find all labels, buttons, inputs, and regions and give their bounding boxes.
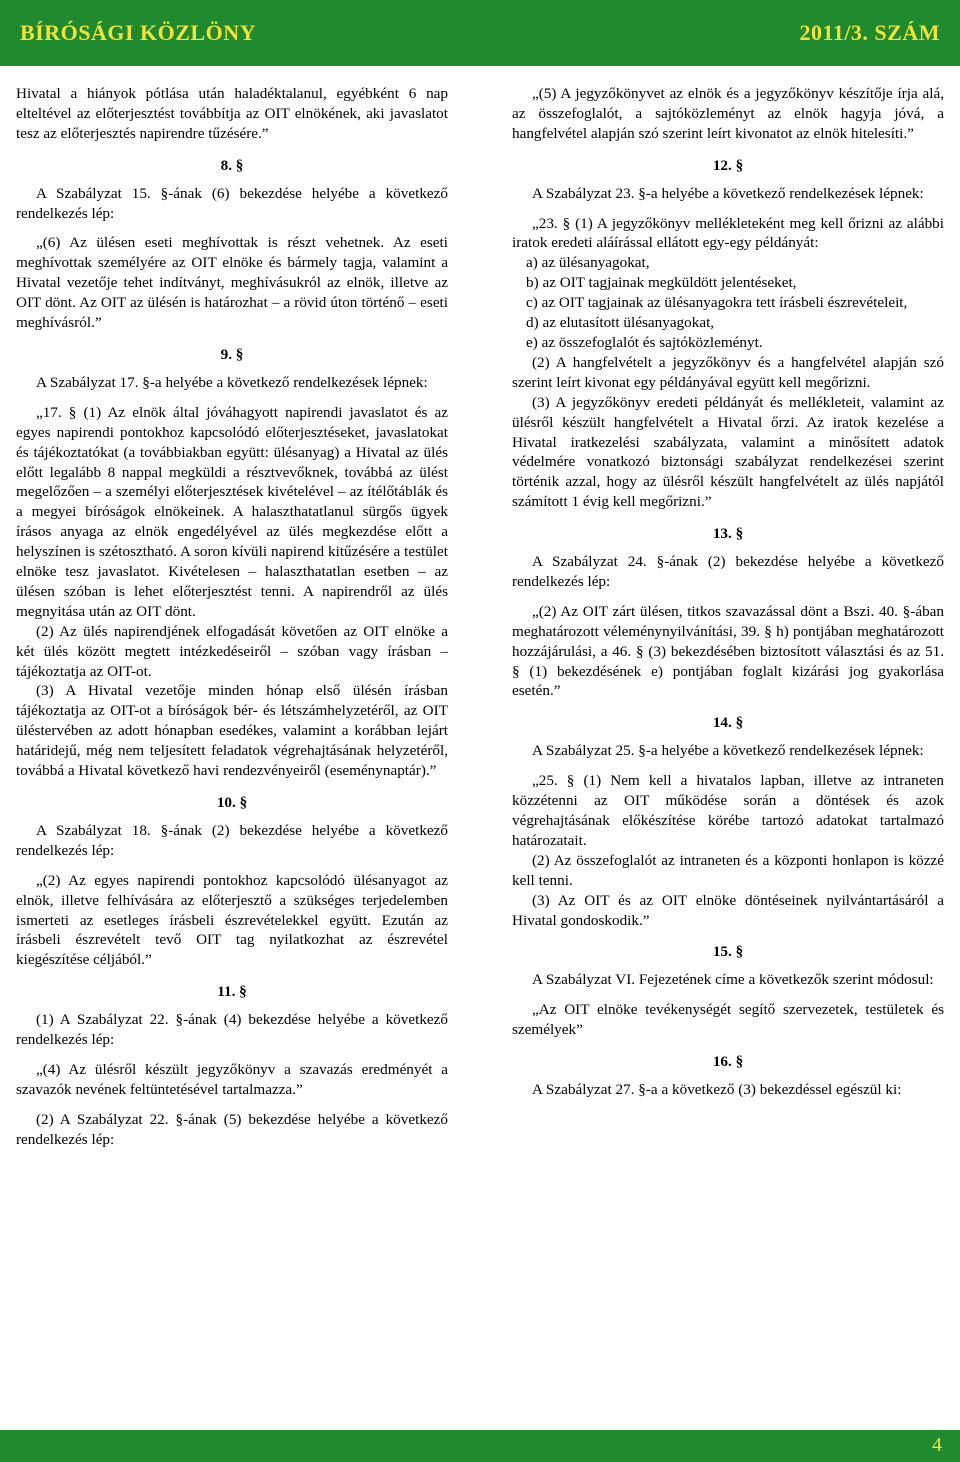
paragraph: „25. § (1) Nem kell a hivatalos lapban, illetve az intraneten közzétenni az OIT működése során a döntések és azok végrehajtásának előkészítése körébe tartozó adatokat tartalmazó határozatait. — [512, 772, 944, 849]
paragraph: A Szabályzat VI. Fejezetének címe a következők szerint módosul: — [532, 971, 934, 989]
paragraph: „Az OIT elnöke tevékenységét segítő szervezetek, testületek és személyek” — [512, 1001, 944, 1039]
enumerated-list — [512, 253, 944, 353]
section-heading: 10. § — [216, 794, 248, 811]
paragraph: (3) A jegyzőkönyv eredeti példányát és mellékleteit, valamint az ülésről készült hangfelvételt a Hivatal őrzi. Az iratok kezelése a Hivatal iratkezelési szabályzata, valamint a minősített adatok védelmére vonatkozó biztonsági szabályzat rendelkezései szerint történik azzal, hogy az ülésről készült hangfelvételt az ülés napjától számított 1 évig kell megőrizni.” — [512, 393, 944, 511]
list-item: a) az ülésanyagokat, — [526, 254, 650, 272]
list-item: c) az OIT tagjainak az ülésanyagokra tett írásbeli észrevételeit, — [526, 294, 908, 312]
paragraph: (3) Az OIT és az OIT elnöke döntéseinek nyilvántartásáról a Hivatal gondoskodik.” — [512, 891, 944, 929]
paragraph: „(2) Az OIT zárt ülésen, titkos szavazással dönt a Bszi. 40. §-ában meghatározott véleménynyilvánítási, 39. § h) pontjában meghatározott hozzájárulási, a 46. § (3) bekezdésében biztosított választási és az 51. § (1) bekezdésének e) pontjában foglalt kizárási jog gyakorlása esetén.” — [512, 602, 944, 700]
left-column — [16, 84, 448, 1150]
issue-number: 2011/3. SZÁM — [799, 20, 940, 45]
section-heading: 11. § — [217, 983, 247, 1001]
paragraph: A Szabályzat 18. §-ának (2) bekezdése helyébe a következő rendelkezés lép: — [16, 821, 448, 859]
section-heading: 12. § — [712, 156, 744, 174]
spacer — [16, 1100, 448, 1110]
page-footer — [0, 1430, 960, 1462]
paragraph: (2) A hangfelvételt a jegyzőkönyv és a hangfelvétel alapján szó szerint leírt kivonat egy példányával együtt kell megőrizni. — [512, 353, 944, 391]
list-item: b) az OIT tagjainak megküldött jelentéseket, — [526, 274, 797, 292]
paragraph: „(4) Az ülésről készült jegyzőkönyv a szavazás eredményét a szavazók nevének feltüntetésével tartalmazza.” — [16, 1060, 448, 1098]
paragraph: Hivatal a hiányok pótlása után haladéktalanul, egyébként 6 nap elteltével az előterjesztést továbbítja az OIT elnökének, aki javaslatot tesz az előterjesztés napirendre tűzésére.” — [16, 85, 448, 142]
page-number: 4 — [932, 1434, 942, 1456]
paragraph: (2) Az összefoglalót az intraneten és a központi honlapon is közzé kell tenni. — [512, 851, 944, 889]
spacer — [16, 1050, 448, 1060]
paragraph: „23. § (1) A jegyzőkönyv mellékleteként meg kell őrizni az alábbi iratok eredeti aláírással ellátott egy-egy példányát: — [512, 214, 944, 252]
paragraph: „(2) Az egyes napirendi pontokhoz kapcsolódó ülésanyagot az elnök, illetve felhívására az előterjesztő a szükséges terjedelemben ismerteti az esetleges írásbeli észrevételekkel együtt. Ezután az írásbeli észrevételt tevő OIT tag nyilatkozhat az észrevétel kiegészítése céljából.” — [16, 871, 448, 969]
paragraph: „(5) A jegyzőkönyvet az elnök és a jegyzőkönyv készítője írja alá, az összefoglalót, a sajtóközleményt az elnök hagyja jóvá, a hangfelvétel alapján szó szerint leírt kivonatot az elnök hitelesíti.” — [512, 85, 944, 142]
paragraph: (1) A Szabályzat 22. §-ának (4) bekezdése helyébe a következő rendelkezés lép: — [16, 1011, 448, 1049]
section-heading: 13. § — [712, 525, 744, 543]
spacer — [16, 861, 448, 871]
spacer — [16, 393, 448, 403]
paragraph: (2) Az ülés napirendjének elfogadását követően az OIT elnöke a két ülés között megtett intézkedéseiről – szóban vagy írásban – tájékoztatja az OIT-ot. — [16, 622, 448, 680]
paragraph: (3) A Hivatal vezetője minden hónap első ülésén írásban tájékoztatja az OIT-ot a bíróságok bér- és létszámhelyzetéről, az OIT üléstervében az adott hónapban esedékes, valamint a korábban lejárt határidejű, még nem teljesített feladatok végrehajtásának helyzetéről, továbbá a Hivatal következő havi rendezvényeiről (eseménynaptár).” — [16, 682, 448, 780]
paragraph: „(6) Az ülésen eseti meghívottak is részt vehetnek. Az eseti meghívottak személyére az OIT elnöke és bármely tagja, valamint a Hivatal vezetője tehet indítványt, meghívásukról az elnök, illetve az OIT dönt. Az OIT az ülésén is határozhat – a rövid úton történő – eseti meghívásról.” — [16, 234, 448, 332]
list-item: d) az elutasított ülésanyagokat, — [526, 314, 715, 332]
page-header — [0, 0, 960, 66]
section-heading: 9. § — [220, 345, 244, 363]
paragraph: „17. § (1) Az elnök által jóváhagyott napirendi javaslatot és az egyes napirendi pontokhoz kapcsolódó előterjesztéseket, javaslatokat és tájékoztatókat (a továbbiakban együtt: ülésanyag) a Hivatal az ülés előtt legalább 8 nappal megküldi a résztvevőknek, továbbá az ülést megelőzően – a személyi előterjesztések kivételével – az ítélőtáblák és a megyei bíróságok elnökeinek. A halaszthatatlanul sürgős ügyek írásos anyaga az elnök engedélyével az ülés megkezdése előtt a helyszínen is szétosztható. A soron kívüli napirend kitűzésére a testület elnöke tesz javaslatot. Kivételesen – halaszthatatlan esetben – az ülésen szóban is lehet előterjesztést tenni. A napirendről az ülés megnyitása után az OIT dönt. — [16, 403, 448, 620]
paragraph: A Szabályzat 25. §-a helyébe a következő rendelkezések lépnek: — [532, 742, 924, 760]
spacer — [512, 761, 944, 771]
right-column — [512, 84, 944, 1100]
section-heading: 16. § — [712, 1053, 744, 1071]
paragraph: A Szabályzat 27. §-a a következő (3) bekezdéssel egészül ki: — [532, 1080, 902, 1098]
section-heading: 14. § — [712, 714, 744, 732]
spacer — [512, 592, 944, 602]
paragraph: A Szabályzat 17. §-a helyébe a következő rendelkezések lépnek: — [36, 373, 428, 391]
spacer — [16, 223, 448, 233]
paragraph: A Szabályzat 23. §-a helyébe a következő rendelkezések lépnek: — [532, 184, 924, 202]
paragraph: (2) A Szabályzat 22. §-ának (5) bekezdése helyébe a következő rendelkezés lép: — [16, 1110, 448, 1148]
paragraph: A Szabályzat 24. §-ának (2) bekezdése helyébe a következő rendelkezés lép: — [512, 553, 944, 590]
spacer — [512, 204, 944, 214]
spacer — [512, 990, 944, 1000]
section-heading: 8. § — [220, 156, 244, 174]
list-item: e) az összefoglalót és sajtóközleményt. — [526, 333, 763, 351]
section-heading: 15. § — [712, 943, 744, 961]
paragraph: A Szabályzat 15. §-ának (6) bekezdése helyébe a következő rendelkezés lép: — [16, 184, 448, 222]
publication-title: BÍRÓSÁGI KÖZLÖNY — [20, 20, 256, 45]
